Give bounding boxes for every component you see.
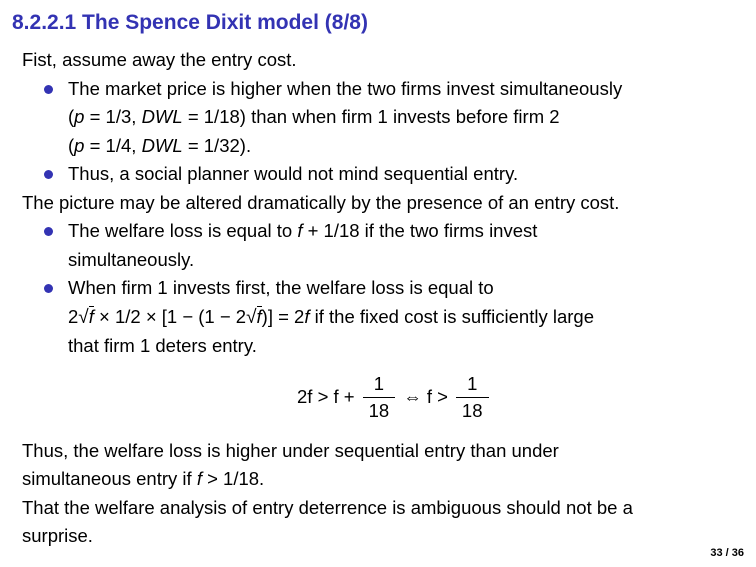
bullet-text: The market price is higher when the two firms invest simultaneously [68,77,623,99]
closing-text: That the welfare analysis of entry deterrence is ambiguous should not be a surprise. [22,496,633,546]
sqrt-symbol: √f [78,305,94,328]
bullet-text: that firm 1 deters entry. [68,335,257,356]
intro-text: Fist, assume away the entry cost. [22,49,297,70]
bullet-text: Thus, a social planner would not mind sequential entry. [68,163,519,184]
list-item [22,160,742,189]
fraction: $\frac{1}{18}$ [456,373,489,422]
list-item [22,75,742,161]
display-equation [22,367,742,431]
sqrt-symbol: √f [246,305,262,328]
formula-line: 2√f × 1/2 × [1 − (1 − 2√f)] = 2f if the fixed cost is sufficiently large [68,306,594,327]
paragraph-entry-cost: The picture may be altered dramatically by the presence of an entry cost. [22,191,620,213]
list-item [22,274,742,361]
bullet-text: The welfare loss is equal to f + 1/18 if the two firms invest [68,220,538,241]
fraction: $\frac{1}{18}$ [363,373,396,422]
bullet-text: (p = 1/3, DWL = 1/18) than when firm 1 invests before firm 2 [68,106,560,127]
bullet-icon [44,85,53,94]
page-number: 33 / 36 [710,547,744,559]
bullet-text: simultaneously. [68,248,195,270]
bullet-text: When firm 1 invests first, the welfare loss is equal to [68,277,494,298]
slide-title: 8.2.2.1 The Spence Dixit model (8/8) [12,11,368,34]
list-item [22,217,742,274]
slide-body [22,46,742,551]
bullet-text: (p = 1/4, DWL = 1/32). [68,134,252,156]
bullet-icon [44,170,53,179]
bullet-list-2 [22,217,742,361]
bullet-icon [44,227,53,236]
conclusion-text: Thus, the welfare loss is higher under sequential entry than under simultaneous entry if f > 1/18. [22,439,559,489]
bullet-list-1 [22,75,742,189]
bullet-icon [44,284,53,293]
equation-lhs: 2f > f + [297,385,355,407]
equation-mid: ⇔ f > [403,385,448,407]
